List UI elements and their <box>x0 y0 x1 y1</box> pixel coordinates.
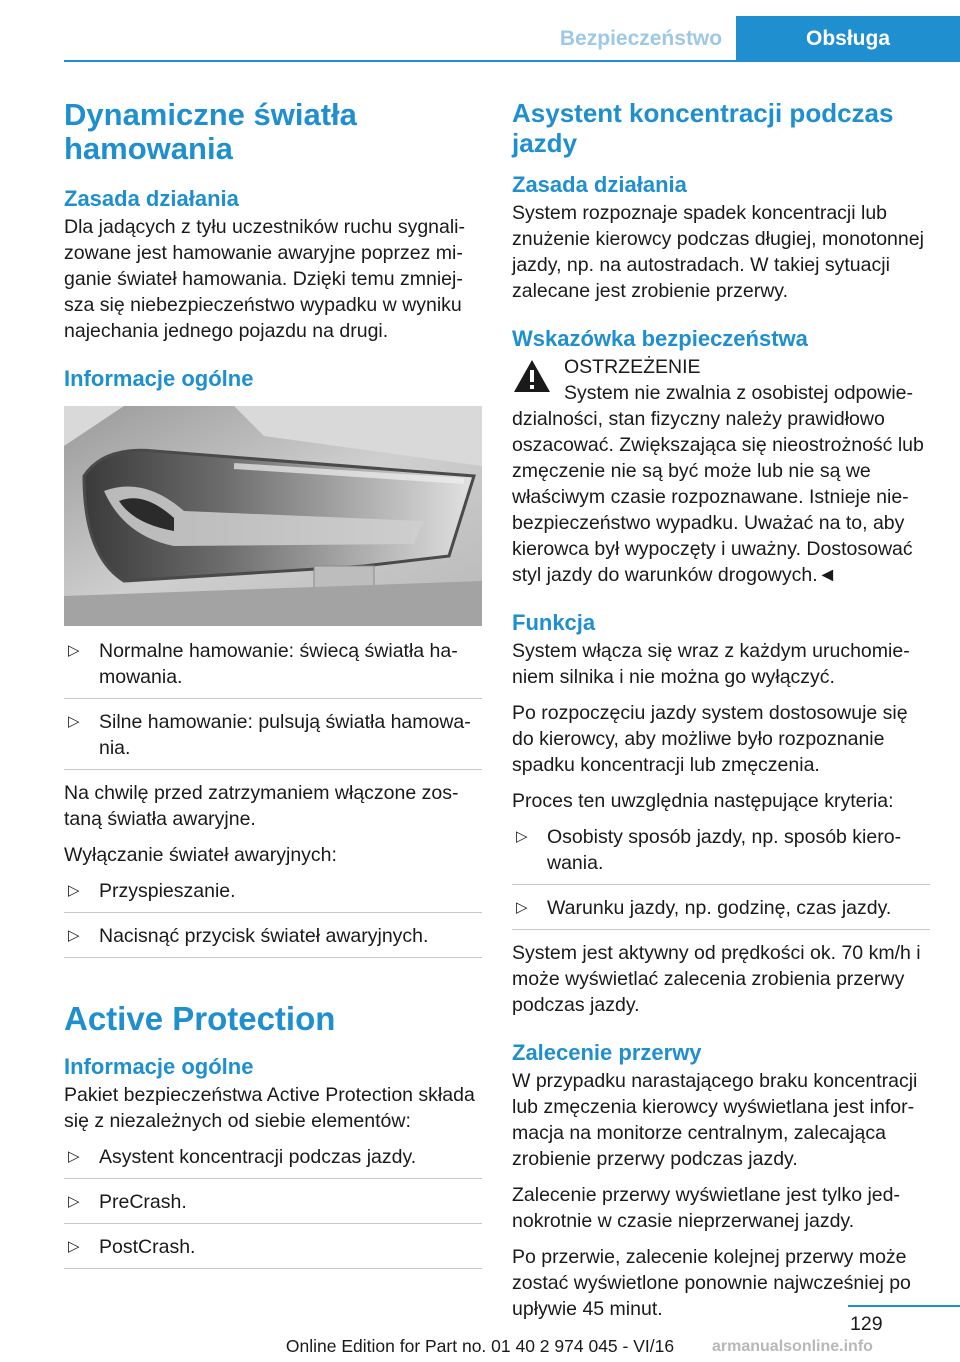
paragraph-wylaczanie: Wyłączanie świateł awaryjnych: <box>64 844 337 866</box>
list-item: ▷ Nacisnąć przycisk świateł awaryjnych. <box>64 923 482 958</box>
warning-triangle-icon <box>512 358 552 394</box>
triangle-bullet-icon: ▷ <box>68 642 80 659</box>
paragraph-zalecenie-3: Po przerwie, zalecenie kolejnej przerwy może zostać wyświetlone ponownie najwcześniej po upływie 45 minut. <box>512 1246 911 1320</box>
warning-title: OSTRZEŻENIE <box>564 356 701 378</box>
paragraph-awaryjne: Na chwilę przed zatrzymaniem włączone zostaną światła awaryjne. <box>64 782 459 830</box>
triangle-bullet-icon: ▷ <box>516 828 528 845</box>
paragraph-funkcja-1: System włącza się wraz z każdym uruchomieniem silnika i nie można go wyłączyć. <box>512 640 910 688</box>
list-item: ▷ Silne hamowanie: pulsują światła hamowania. <box>64 709 482 770</box>
paragraph-zalecenie-1: W przypadku narastającego braku koncentracji lub zmęczenia kierowcy wyświetlana jest informacja na monitorze centralnym, zalecająca zrobienie przerwy podczas jazdy. <box>512 1070 918 1170</box>
bullet-list-criteria <box>512 824 930 930</box>
bullet-list-3 <box>64 1144 482 1269</box>
paragraph-funkcja-2: Po rozpoczęciu jazdy system dostosowuje się do kierowcy, aby możliwe było rozpoznanie spadku koncentracji lub zmęczenia. <box>512 702 908 776</box>
warning-text: System nie zwalnia z osobistej odpowiedzialności, stan fizyczny należy prawidłowo oszacować. Zwiększająca się nieostrożność lub zmęczenie nie są być może lub nie są we właściwym czasie rozpoznawane. Istnieje niebezpieczeństwo wypadku. Uważać na to, aby kierowca był wypoczęty i uważny. Dostosować styl jazdy do warunków drogowych.◄ <box>512 382 924 586</box>
list-item: ▷ PostCrash. <box>64 1234 482 1269</box>
list-item: ▷ Warunku jazdy, np. godzinę, czas jazdy. <box>512 895 930 930</box>
subheading-informacje-2: Informacje ogólne <box>64 1054 254 1079</box>
triangle-bullet-icon: ▷ <box>68 1238 80 1255</box>
left-column <box>64 98 482 1279</box>
bullet-list-1 <box>64 638 482 770</box>
paragraph-funkcja-3: Proces ten uwzględnia następujące kryteria: <box>512 790 894 812</box>
watermark: armanualsonline.info <box>712 1338 873 1355</box>
subheading-zasada-2: Zasada działania <box>512 172 687 197</box>
header-rule <box>64 60 960 62</box>
triangle-bullet-icon: ▷ <box>68 713 80 730</box>
paragraph-aktywny: System jest aktywny od prędkości ok. 70 km/h i może wyświetlać zalecenia zrobienia przerwy podczas jazdy. <box>512 942 921 1016</box>
tab-bezpieczenstwo[interactable]: Bezpieczeństwo <box>559 27 723 50</box>
subheading-informacje: Informacje ogólne <box>64 366 254 391</box>
section-title-attention-assistant: Asystent koncentracji podczas jazdy <box>512 98 894 158</box>
tab-obsluga[interactable]: Obsługa <box>736 16 960 62</box>
paragraph-zasada: Dla jadących z tyłu uczestników ruchu sygnalizowane jest hamowanie awaryjne poprzez miganie świateł hamowania. Dzięki temu zmniejsza się niebezpieczeństwo wypadku w wyniku najechania jednego pojazdu na drugi. <box>64 216 466 342</box>
list-item: ▷ PreCrash. <box>64 1189 482 1224</box>
bullet-list-2 <box>64 878 482 958</box>
list-item: ▷ Osobisty sposób jazdy, np. sposób kierowania. <box>512 824 930 885</box>
triangle-bullet-icon: ▷ <box>68 927 80 944</box>
edition-note: Online Edition for Part no. 01 40 2 974 045 - VI/16 <box>285 1336 675 1356</box>
paragraph-pakiet: Pakiet bezpieczeństwa Active Protection składa się z niezależnych od siebie elementów: <box>64 1084 475 1132</box>
warning-block <box>512 354 930 588</box>
section-title-active-protection: Active Protection <box>64 1000 336 1037</box>
paragraph-zalecenie-2: Zalecenie przerwy wyświetlane jest tylko jednokrotnie w czasie nieprzerwanej jazdy. <box>512 1184 900 1232</box>
triangle-bullet-icon: ▷ <box>516 899 528 916</box>
subheading-funkcja: Funkcja <box>512 610 596 635</box>
list-item: ▷ Przyspieszanie. <box>64 878 482 913</box>
page-header <box>0 0 960 62</box>
tail-light-photo <box>64 406 482 626</box>
paragraph-zasada-2: System rozpoznaje spadek koncentracji lub znużenie kierowcy podczas długiej, monotonnej jazdy, np. na autostradach. W takiej sytuacji zalecane jest zrobienie przerwy. <box>512 202 924 302</box>
list-item: ▷ Normalne hamowanie: świecą światła hamowania. <box>64 638 482 699</box>
section-title-brake-lights: Dynamiczne światła hamowania <box>64 97 357 166</box>
subheading-zalecenie: Zalecenie przerwy <box>512 1040 702 1065</box>
right-column <box>512 98 930 1332</box>
triangle-bullet-icon: ▷ <box>68 1193 80 1210</box>
subheading-wskazowka: Wskazówka bezpieczeństwa <box>512 326 808 351</box>
subheading-zasada: Zasada działania <box>64 186 239 211</box>
triangle-bullet-icon: ▷ <box>68 1148 80 1165</box>
triangle-bullet-icon: ▷ <box>68 882 80 899</box>
list-item: ▷ Asystent koncentracji podczas jazdy. <box>64 1144 482 1179</box>
footer-rule <box>848 1305 960 1307</box>
page-number: 129 <box>850 1313 883 1335</box>
